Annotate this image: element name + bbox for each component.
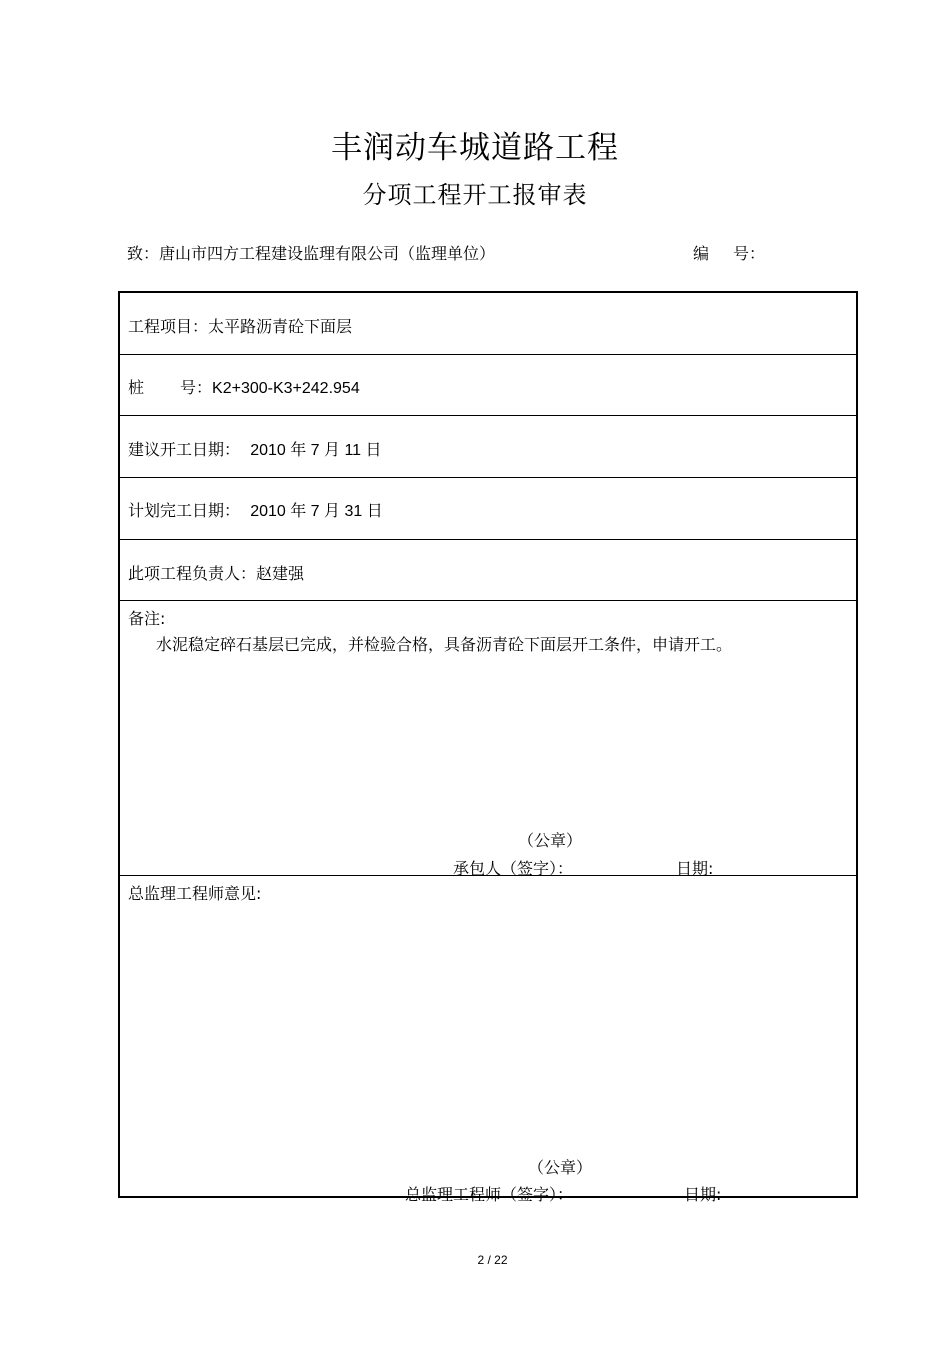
- row-divider: [120, 415, 856, 416]
- contractor-signature: 承包人（签字）：: [453, 859, 574, 878]
- document-subtitle: 分项工程开工报审表: [362, 181, 588, 209]
- document-title: 丰润动车城道路工程: [331, 130, 619, 166]
- approval-form-table: [118, 291, 858, 1204]
- start-date-row: [128, 437, 382, 460]
- station-value: K2+300-K3+242.954: [212, 380, 360, 397]
- row-divider: [120, 875, 856, 876]
- station-label-rest: 号：: [180, 378, 213, 397]
- page-number: 2 / 22: [477, 1253, 508, 1267]
- supervisor-signature: 总监理工程师（签字）：: [405, 1185, 574, 1204]
- manager-value: 赵建强: [256, 564, 305, 583]
- station-label-char: 桩: [128, 378, 145, 397]
- notes-text: 水泥稳定碎石基层已完成，并检验合格，具备沥青砼下面层开工条件，申请开工。: [156, 635, 733, 654]
- supervisor-date: 日期:: [684, 1185, 722, 1204]
- start-date-label: 建议开工日期：: [128, 440, 241, 459]
- notes-label: 备注:: [128, 609, 166, 628]
- row-divider: [120, 354, 856, 355]
- project-label: 工程项目：: [128, 317, 209, 336]
- start-date-value: 2010 年 7 月 11 日: [250, 442, 382, 459]
- row-divider: [120, 600, 856, 601]
- station-row: [128, 375, 360, 398]
- end-date-value: 2010 年 7 月 31 日: [250, 503, 383, 520]
- addressee-line: 致：唐山市四方工程建设监理有限公司（监理单位）: [127, 244, 496, 263]
- manager-row: [128, 561, 304, 584]
- project-row: [128, 314, 352, 337]
- supervisor-seal: （公章）: [528, 1158, 593, 1177]
- contractor-seal: （公章）: [518, 831, 583, 850]
- contractor-date: 日期:: [676, 859, 714, 878]
- row-divider: [120, 477, 856, 478]
- manager-label: 此项工程负责人：: [128, 564, 257, 583]
- project-value: 太平路沥青砼下面层: [208, 317, 353, 336]
- serial-label-rest: 号：: [733, 244, 766, 263]
- row-divider: [120, 539, 856, 540]
- supervisor-opinion-label: 总监理工程师意见:: [128, 884, 262, 903]
- serial-label-char: 编: [693, 244, 710, 263]
- serial-number-label: [693, 241, 765, 264]
- end-date-row: [128, 498, 383, 521]
- end-date-label: 计划完工日期：: [128, 501, 241, 520]
